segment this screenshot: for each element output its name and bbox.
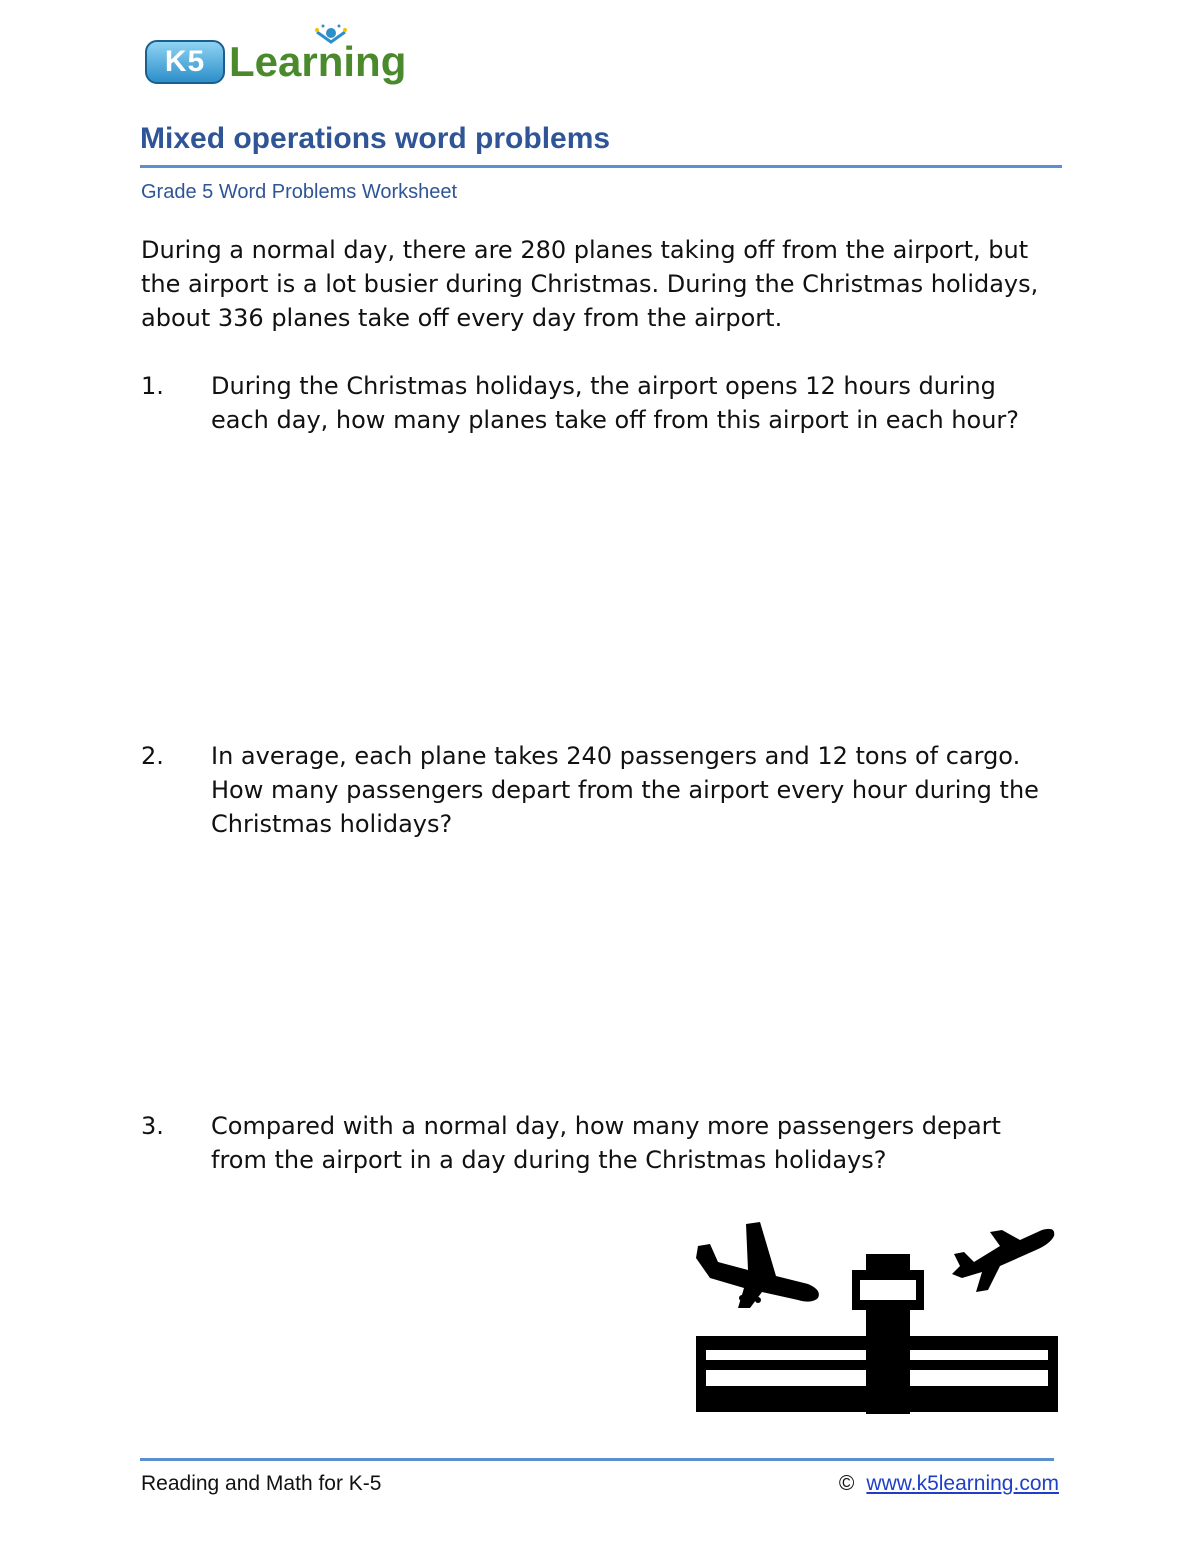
airport-icon	[690, 1218, 1062, 1414]
page-subtitle: Grade 5 Word Problems Worksheet	[141, 181, 458, 203]
question-text: During the Christmas holidays, the airport opens 12 hours during each day, how many planes take off from this airport in each hour?	[211, 372, 1020, 434]
k5-learning-logo	[145, 24, 405, 94]
landing-plane-icon	[696, 1222, 819, 1308]
logo-wordmark: Learning	[229, 38, 407, 85]
copyright-symbol: ©	[838, 1472, 855, 1495]
page-title: Mixed operations word problems	[140, 122, 611, 155]
departing-plane-icon	[952, 1229, 1054, 1292]
footer-tagline: Reading and Math for K-5	[141, 1472, 382, 1495]
footer-divider	[140, 1458, 1054, 1461]
question-number: 2.	[141, 742, 164, 770]
question-item	[141, 369, 1071, 437]
logo-figure-icon	[311, 24, 351, 60]
question-number: 3.	[141, 1112, 164, 1140]
question-number: 1.	[141, 372, 164, 400]
logo-badge: K5	[145, 40, 225, 84]
question-text: Compared with a normal day, how many more passengers depart from the airport in a day during the Christmas holidays?	[211, 1112, 1001, 1174]
footer-credit	[839, 1472, 1059, 1496]
intro-paragraph: During a normal day, there are 280 planes taking off from the airport, but the airport is a lot busier during Christmas. During the Christmas holidays, about 336 planes take off every day from the airport.	[141, 236, 1039, 332]
website-link[interactable]: www.k5learning.com	[866, 1472, 1059, 1495]
question-item	[141, 1109, 1071, 1177]
question-item	[141, 739, 1071, 841]
terminal-building-icon	[696, 1336, 1058, 1414]
title-divider	[140, 165, 1062, 168]
question-text: In average, each plane takes 240 passengers and 12 tons of cargo. How many passengers depart from the airport every hour during the Christmas holidays?	[211, 742, 1039, 838]
